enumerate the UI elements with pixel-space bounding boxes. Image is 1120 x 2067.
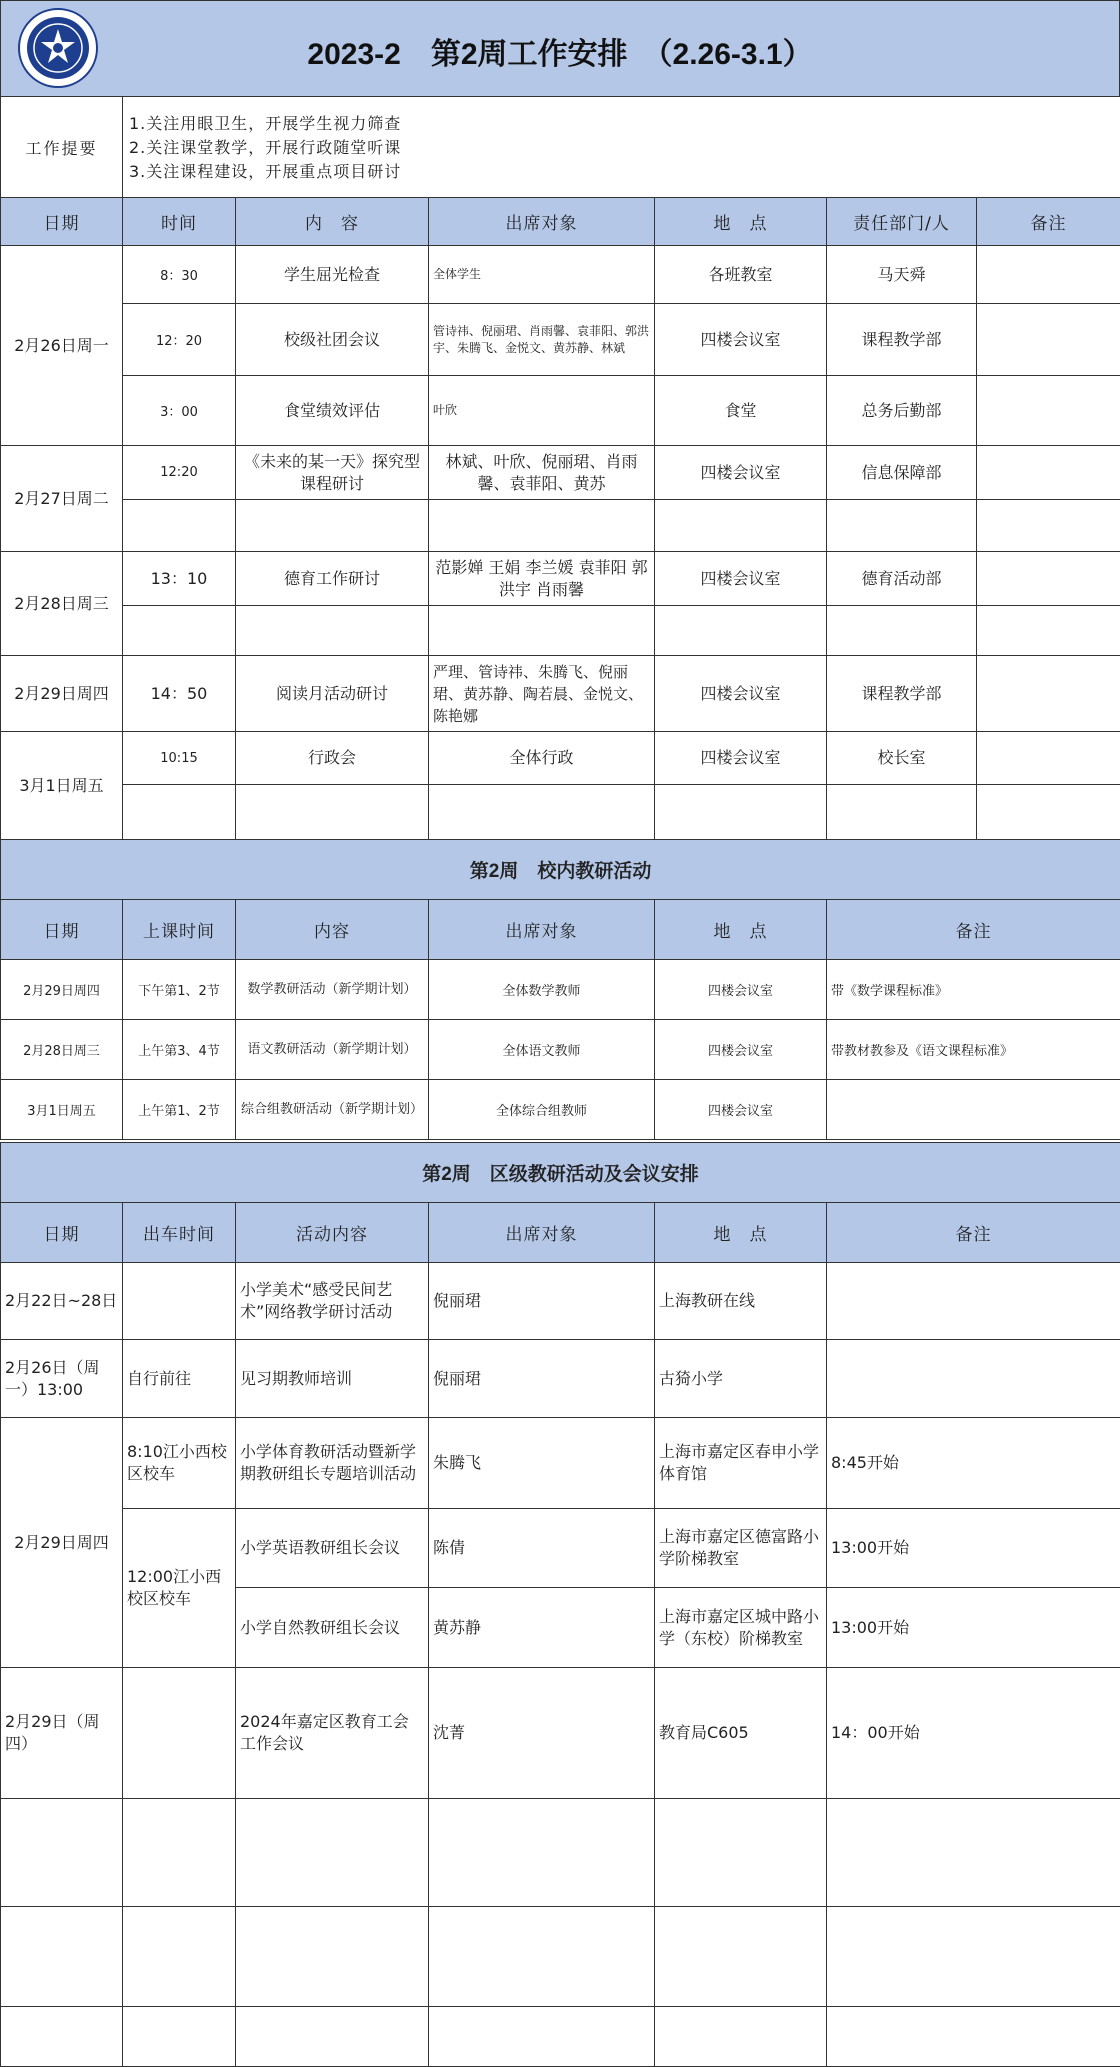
row-content: 《未来的某一天》探究型课程研讨 <box>236 446 429 500</box>
empty-row <box>1 2007 1120 2067</box>
row-note <box>977 500 1120 552</box>
header-content: 活动内容 <box>236 1203 429 1263</box>
header-note: 备注 <box>827 900 1120 960</box>
row-time <box>123 1668 236 1799</box>
header-date: 日期 <box>1 900 123 960</box>
table-row <box>1 1263 1120 1340</box>
row-place <box>655 606 827 656</box>
row-date: 2月29日周四 <box>1 960 123 1020</box>
row-dept <box>827 500 977 552</box>
row-attendees <box>429 785 655 841</box>
row-date: 2月26日（周一）13:00 <box>1 1340 123 1418</box>
row-attendees: 倪丽珺 <box>429 1263 655 1340</box>
row-note <box>977 304 1120 376</box>
row-place: 四楼会议室 <box>655 446 827 500</box>
section-title: 第2周 校内教研活动 <box>1 840 1120 900</box>
row-place: 上海市嘉定区德富路小学阶梯教室 <box>655 1509 827 1588</box>
day-date: 3月1日周五 <box>1 732 123 841</box>
table-row <box>1 1418 1120 1509</box>
row-time: 自行前往 <box>123 1340 236 1418</box>
row-time: 8:10江小西校区校车 <box>123 1418 236 1509</box>
row-note: 带《数学课程标准》 <box>827 960 1120 1020</box>
row-place: 上海市嘉定区城中路小学（东校）阶梯教室 <box>655 1588 827 1668</box>
row-place: 各班教室 <box>655 246 827 304</box>
row-content: 语文教研活动（新学期计划） <box>236 1020 429 1080</box>
row-attendees: 范影婵 王娟 李兰媛 袁菲阳 郭洪宇 肖雨馨 <box>429 552 655 606</box>
row-note: 14：00开始 <box>827 1668 1120 1799</box>
row-place: 四楼会议室 <box>655 960 827 1020</box>
summary-item: 2.关注课堂教学，开展行政随堂听课 <box>129 136 1116 160</box>
row-attendees: 全体语文教师 <box>429 1020 655 1080</box>
row-dept: 总务后勤部 <box>827 376 977 446</box>
school-research-table <box>0 839 1120 1140</box>
day-date: 2月29日周四 <box>1 656 123 732</box>
table-row <box>1 246 1120 304</box>
summary-items <box>123 97 1120 199</box>
row-place: 四楼会议室 <box>655 1080 827 1140</box>
row-place: 四楼会议室 <box>655 1020 827 1080</box>
schedule-table <box>0 197 1120 841</box>
header-content: 内 容 <box>236 198 429 246</box>
row-attendees: 管诗祎、倪丽珺、肖雨馨、袁菲阳、郭洪宇、朱腾飞、金悦文、黄苏静、林斌 <box>429 304 655 376</box>
row-attendees: 全体数学教师 <box>429 960 655 1020</box>
row-content: 行政会 <box>236 732 429 785</box>
row-attendees <box>429 500 655 552</box>
table-row <box>1 376 1120 446</box>
district-header-row <box>1 1203 1120 1263</box>
row-time: 上午第3、4节 <box>123 1020 236 1080</box>
row-attendees <box>429 606 655 656</box>
row-note <box>977 446 1120 500</box>
summary-label: 工作提要 <box>1 97 123 199</box>
table-row <box>1 304 1120 376</box>
row-note <box>827 1340 1120 1418</box>
day-date: 2月27日周二 <box>1 446 123 552</box>
row-dept <box>827 606 977 656</box>
empty-row <box>1 1907 1120 2007</box>
row-content: 学生屈光检查 <box>236 246 429 304</box>
row-note <box>827 1263 1120 1340</box>
row-place <box>655 785 827 841</box>
table-row <box>1 1020 1120 1080</box>
row-note <box>977 552 1120 606</box>
row-attendees: 林斌、叶欣、倪丽珺、肖雨馨、袁菲阳、黄苏 <box>429 446 655 500</box>
header-note: 备注 <box>827 1203 1120 1263</box>
row-content: 小学美术“感受民间艺术”网络教学研讨活动 <box>236 1263 429 1340</box>
table-row <box>1 960 1120 1020</box>
header-time: 时间 <box>123 198 236 246</box>
row-content: 小学英语教研组长会议 <box>236 1509 429 1588</box>
row-date: 2月29日周四 <box>1 1418 123 1668</box>
day-date: 2月26日周一 <box>1 246 123 446</box>
row-note <box>977 246 1120 304</box>
table-row <box>1 656 1120 732</box>
row-place: 上海教研在线 <box>655 1263 827 1340</box>
row-time: 3：00 <box>123 376 236 446</box>
row-content: 小学体育教研活动暨新学期教研组长专题培训活动 <box>236 1418 429 1509</box>
row-content: 综合组教研活动（新学期计划） <box>236 1080 429 1140</box>
summary-table <box>0 96 1120 199</box>
row-note: 13:00开始 <box>827 1509 1120 1588</box>
row-attendees: 陈倩 <box>429 1509 655 1588</box>
schedule-header-row <box>1 198 1120 246</box>
row-date: 2月22日~28日 <box>1 1263 123 1340</box>
row-place: 四楼会议室 <box>655 656 827 732</box>
row-note: 带教材教参及《语文课程标准》 <box>827 1020 1120 1080</box>
header-date: 日期 <box>1 1203 123 1263</box>
table-row <box>1 606 1120 656</box>
row-time: 12:20 <box>123 446 236 500</box>
header-place: 地 点 <box>655 1203 827 1263</box>
table-row <box>1 1340 1120 1418</box>
header-place: 地 点 <box>655 900 827 960</box>
header-dept: 责任部门/人 <box>827 198 977 246</box>
row-attendees: 全体学生 <box>429 246 655 304</box>
empty-row <box>1 1799 1120 1907</box>
header-place: 地 点 <box>655 198 827 246</box>
school-research-header-row <box>1 900 1120 960</box>
header-content: 内容 <box>236 900 429 960</box>
header-attendees: 出席对象 <box>429 900 655 960</box>
row-time: 8：30 <box>123 246 236 304</box>
row-time: 12:00江小西校区校车 <box>123 1509 236 1668</box>
header-date: 日期 <box>1 198 123 246</box>
page-title: 2023-2 第2周工作安排 （2.26-3.1） <box>1 29 1119 73</box>
row-attendees: 朱腾飞 <box>429 1418 655 1509</box>
table-row <box>1 732 1120 785</box>
row-note: 13:00开始 <box>827 1588 1120 1668</box>
row-time <box>123 500 236 552</box>
table-row <box>1 785 1120 841</box>
row-content <box>236 785 429 841</box>
header-time: 出车时间 <box>123 1203 236 1263</box>
section-title: 第2周 区级教研活动及会议安排 <box>1 1143 1120 1203</box>
table-row <box>1 446 1120 500</box>
row-note <box>977 606 1120 656</box>
district-table <box>0 1142 1120 2067</box>
row-dept: 马天舜 <box>827 246 977 304</box>
row-content: 见习期教师培训 <box>236 1340 429 1418</box>
row-date: 2月28日周三 <box>1 1020 123 1080</box>
row-dept: 信息保障部 <box>827 446 977 500</box>
row-attendees: 黄苏静 <box>429 1588 655 1668</box>
header-note: 备注 <box>977 198 1120 246</box>
row-place: 四楼会议室 <box>655 732 827 785</box>
row-note <box>977 785 1120 841</box>
row-content: 校级社团会议 <box>236 304 429 376</box>
row-note: 8:45开始 <box>827 1418 1120 1509</box>
row-time: 12：20 <box>123 304 236 376</box>
row-time: 14：50 <box>123 656 236 732</box>
table-row <box>1 1509 1120 1588</box>
row-time <box>123 606 236 656</box>
row-date: 2月29日（周四） <box>1 1668 123 1799</box>
table-row <box>1 1668 1120 1799</box>
row-attendees: 严理、管诗祎、朱腾飞、倪丽珺、黄苏静、陶若晨、金悦文、陈艳娜 <box>429 656 655 732</box>
table-row <box>1 552 1120 606</box>
row-attendees: 倪丽珺 <box>429 1340 655 1418</box>
title-bar <box>0 0 1120 97</box>
row-note <box>827 1080 1120 1140</box>
row-dept: 课程教学部 <box>827 656 977 732</box>
row-content <box>236 500 429 552</box>
row-place <box>655 500 827 552</box>
row-time: 下午第1、2节 <box>123 960 236 1020</box>
summary-item: 1.关注用眼卫生，开展学生视力筛查 <box>129 112 1116 136</box>
row-time <box>123 1263 236 1340</box>
row-content: 食堂绩效评估 <box>236 376 429 446</box>
row-time: 10:15 <box>123 732 236 785</box>
row-content: 德育工作研讨 <box>236 552 429 606</box>
row-place: 教育局C605 <box>655 1668 827 1799</box>
day-date: 2月28日周三 <box>1 552 123 656</box>
summary-item: 3.关注课程建设，开展重点项目研讨 <box>129 160 1116 184</box>
row-attendees: 叶欣 <box>429 376 655 446</box>
header-attendees: 出席对象 <box>429 198 655 246</box>
row-content <box>236 606 429 656</box>
row-time: 上午第1、2节 <box>123 1080 236 1140</box>
row-dept: 德育活动部 <box>827 552 977 606</box>
table-row <box>1 500 1120 552</box>
row-place: 四楼会议室 <box>655 552 827 606</box>
row-content: 阅读月活动研讨 <box>236 656 429 732</box>
row-note <box>977 732 1120 785</box>
row-dept <box>827 785 977 841</box>
row-attendees: 全体综合组教师 <box>429 1080 655 1140</box>
row-dept: 课程教学部 <box>827 304 977 376</box>
row-date: 3月1日周五 <box>1 1080 123 1140</box>
row-dept: 校长室 <box>827 732 977 785</box>
row-note <box>977 376 1120 446</box>
header-time: 上课时间 <box>123 900 236 960</box>
row-note <box>977 656 1120 732</box>
row-time <box>123 785 236 841</box>
row-attendees: 沈菁 <box>429 1668 655 1799</box>
header-attendees: 出席对象 <box>429 1203 655 1263</box>
row-place: 古猗小学 <box>655 1340 827 1418</box>
row-time: 13：10 <box>123 552 236 606</box>
row-place: 四楼会议室 <box>655 304 827 376</box>
table-row <box>1 1080 1120 1140</box>
row-place: 食堂 <box>655 376 827 446</box>
row-attendees: 全体行政 <box>429 732 655 785</box>
row-content: 2024年嘉定区教育工会工作会议 <box>236 1668 429 1799</box>
row-content: 数学教研活动（新学期计划） <box>236 960 429 1020</box>
row-place: 上海市嘉定区春申小学体育馆 <box>655 1418 827 1509</box>
row-content: 小学自然教研组长会议 <box>236 1588 429 1668</box>
